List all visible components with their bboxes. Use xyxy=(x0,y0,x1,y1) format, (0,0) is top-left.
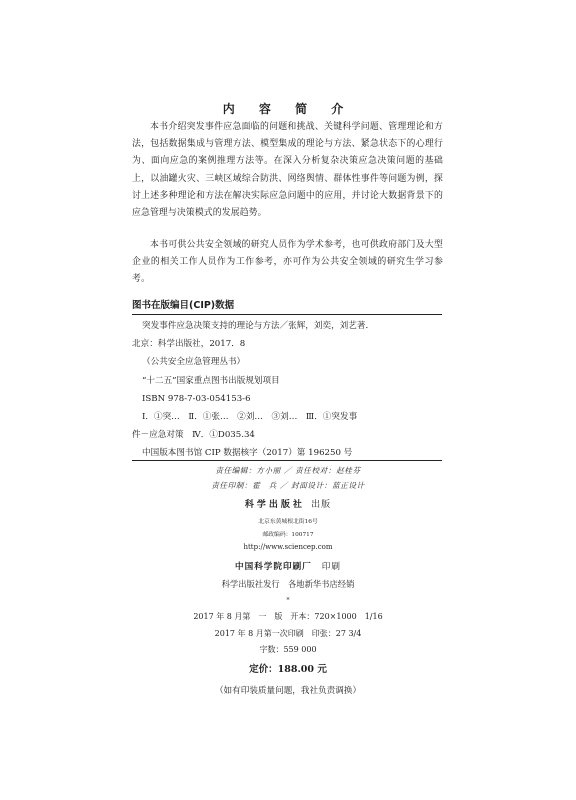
price: 定价：188.00 元 xyxy=(249,664,327,675)
printing-line: 2017 年 8 月第一次印刷 印张：27 3/4 xyxy=(214,629,362,638)
cip-top-rule xyxy=(132,314,442,315)
cip-heading: 图书在版编目(CIP)数据 xyxy=(132,300,235,311)
cip-line: （公共安全应急管理丛书） xyxy=(142,357,246,368)
editor-credits: 责任编辑：方小丽 ／ 责任校对：赵桂芬 xyxy=(215,466,361,475)
printer-name: 中国科学院印刷厂 xyxy=(235,562,312,572)
summary-paragraph-2: 本书可供公共安全领域的研究人员作为学术参考，也可供政府部门及大型企业的相关工作人员作为工作参考，亦可作为公共安全领域的研究生学习参考。 xyxy=(132,240,443,285)
printer-suffix: 印刷 xyxy=(321,562,341,572)
printer-line xyxy=(0,560,576,572)
publisher-suffix: 出版 xyxy=(311,500,332,510)
cip-line: 突发事件应急决策支持的理论与方法／张辉，刘奕，刘艺著． xyxy=(142,321,375,331)
cip-line: Ⅰ．①突… Ⅱ．①张… ②刘… ③刘… Ⅲ．①突发事 xyxy=(142,412,358,423)
publisher-name xyxy=(0,497,576,510)
cip-line: 北京：科学出版社，2017．8 xyxy=(132,339,246,350)
distributor-line: 科学出版社发行 各地新华书店经销 xyxy=(221,579,355,589)
edition-line: 2017 年 8 月第 一 版 开本：720×1000 1/16 xyxy=(193,612,383,621)
summary-paragraph-1: 本书介绍突发事件应急面临的问题和挑战、关键科学问题、管理理论和方法，包括数据集成与管理方法、模型集成的理论与方法、紧急状态下的心理行为、面向应急的案例推理方法等。在深入分析复杂决策应急决策问题的基础上，以油罐火灾、三峡区域综合防洪、网络舆情、群体性事件等问题为例，探讨上述多种理论和方法在解决实际应急问题中的应用，并讨论大数据背景下的应急管理与决策模式的发展趋势。 xyxy=(132,122,443,219)
cip-line: 中国版本图书馆 CIP 数据核字（2017）第 196250 号 xyxy=(142,448,353,459)
summary-title: 内 容 简 介 xyxy=(222,102,354,116)
publisher-url: http://www.sciencep.com xyxy=(243,543,333,551)
cip-line: ISBN 978-7-03-054153-6 xyxy=(142,393,251,404)
cip-record xyxy=(132,317,443,463)
cip-line: “十二五”国家重点图书出版规划项目 xyxy=(142,375,280,386)
publisher-address: 北京东黄城根北街16号 xyxy=(258,519,318,525)
quality-notice: （如有印装质量问题，我社负责调换） xyxy=(214,686,362,696)
production-credits: 责任印制：霍 兵 ／ 封面设计：蓝正设计 xyxy=(211,481,365,490)
separator-mark: * xyxy=(286,597,290,604)
word-count-line: 字数：559 000 xyxy=(259,645,317,654)
publisher-postcode: 邮政编码：100717 xyxy=(262,532,314,538)
publisher-logo-text: 科学出版社 xyxy=(244,500,305,510)
cip-line: 件－应急对策 Ⅳ．①D035.34 xyxy=(132,430,255,441)
cip-bottom-rule xyxy=(132,460,442,461)
